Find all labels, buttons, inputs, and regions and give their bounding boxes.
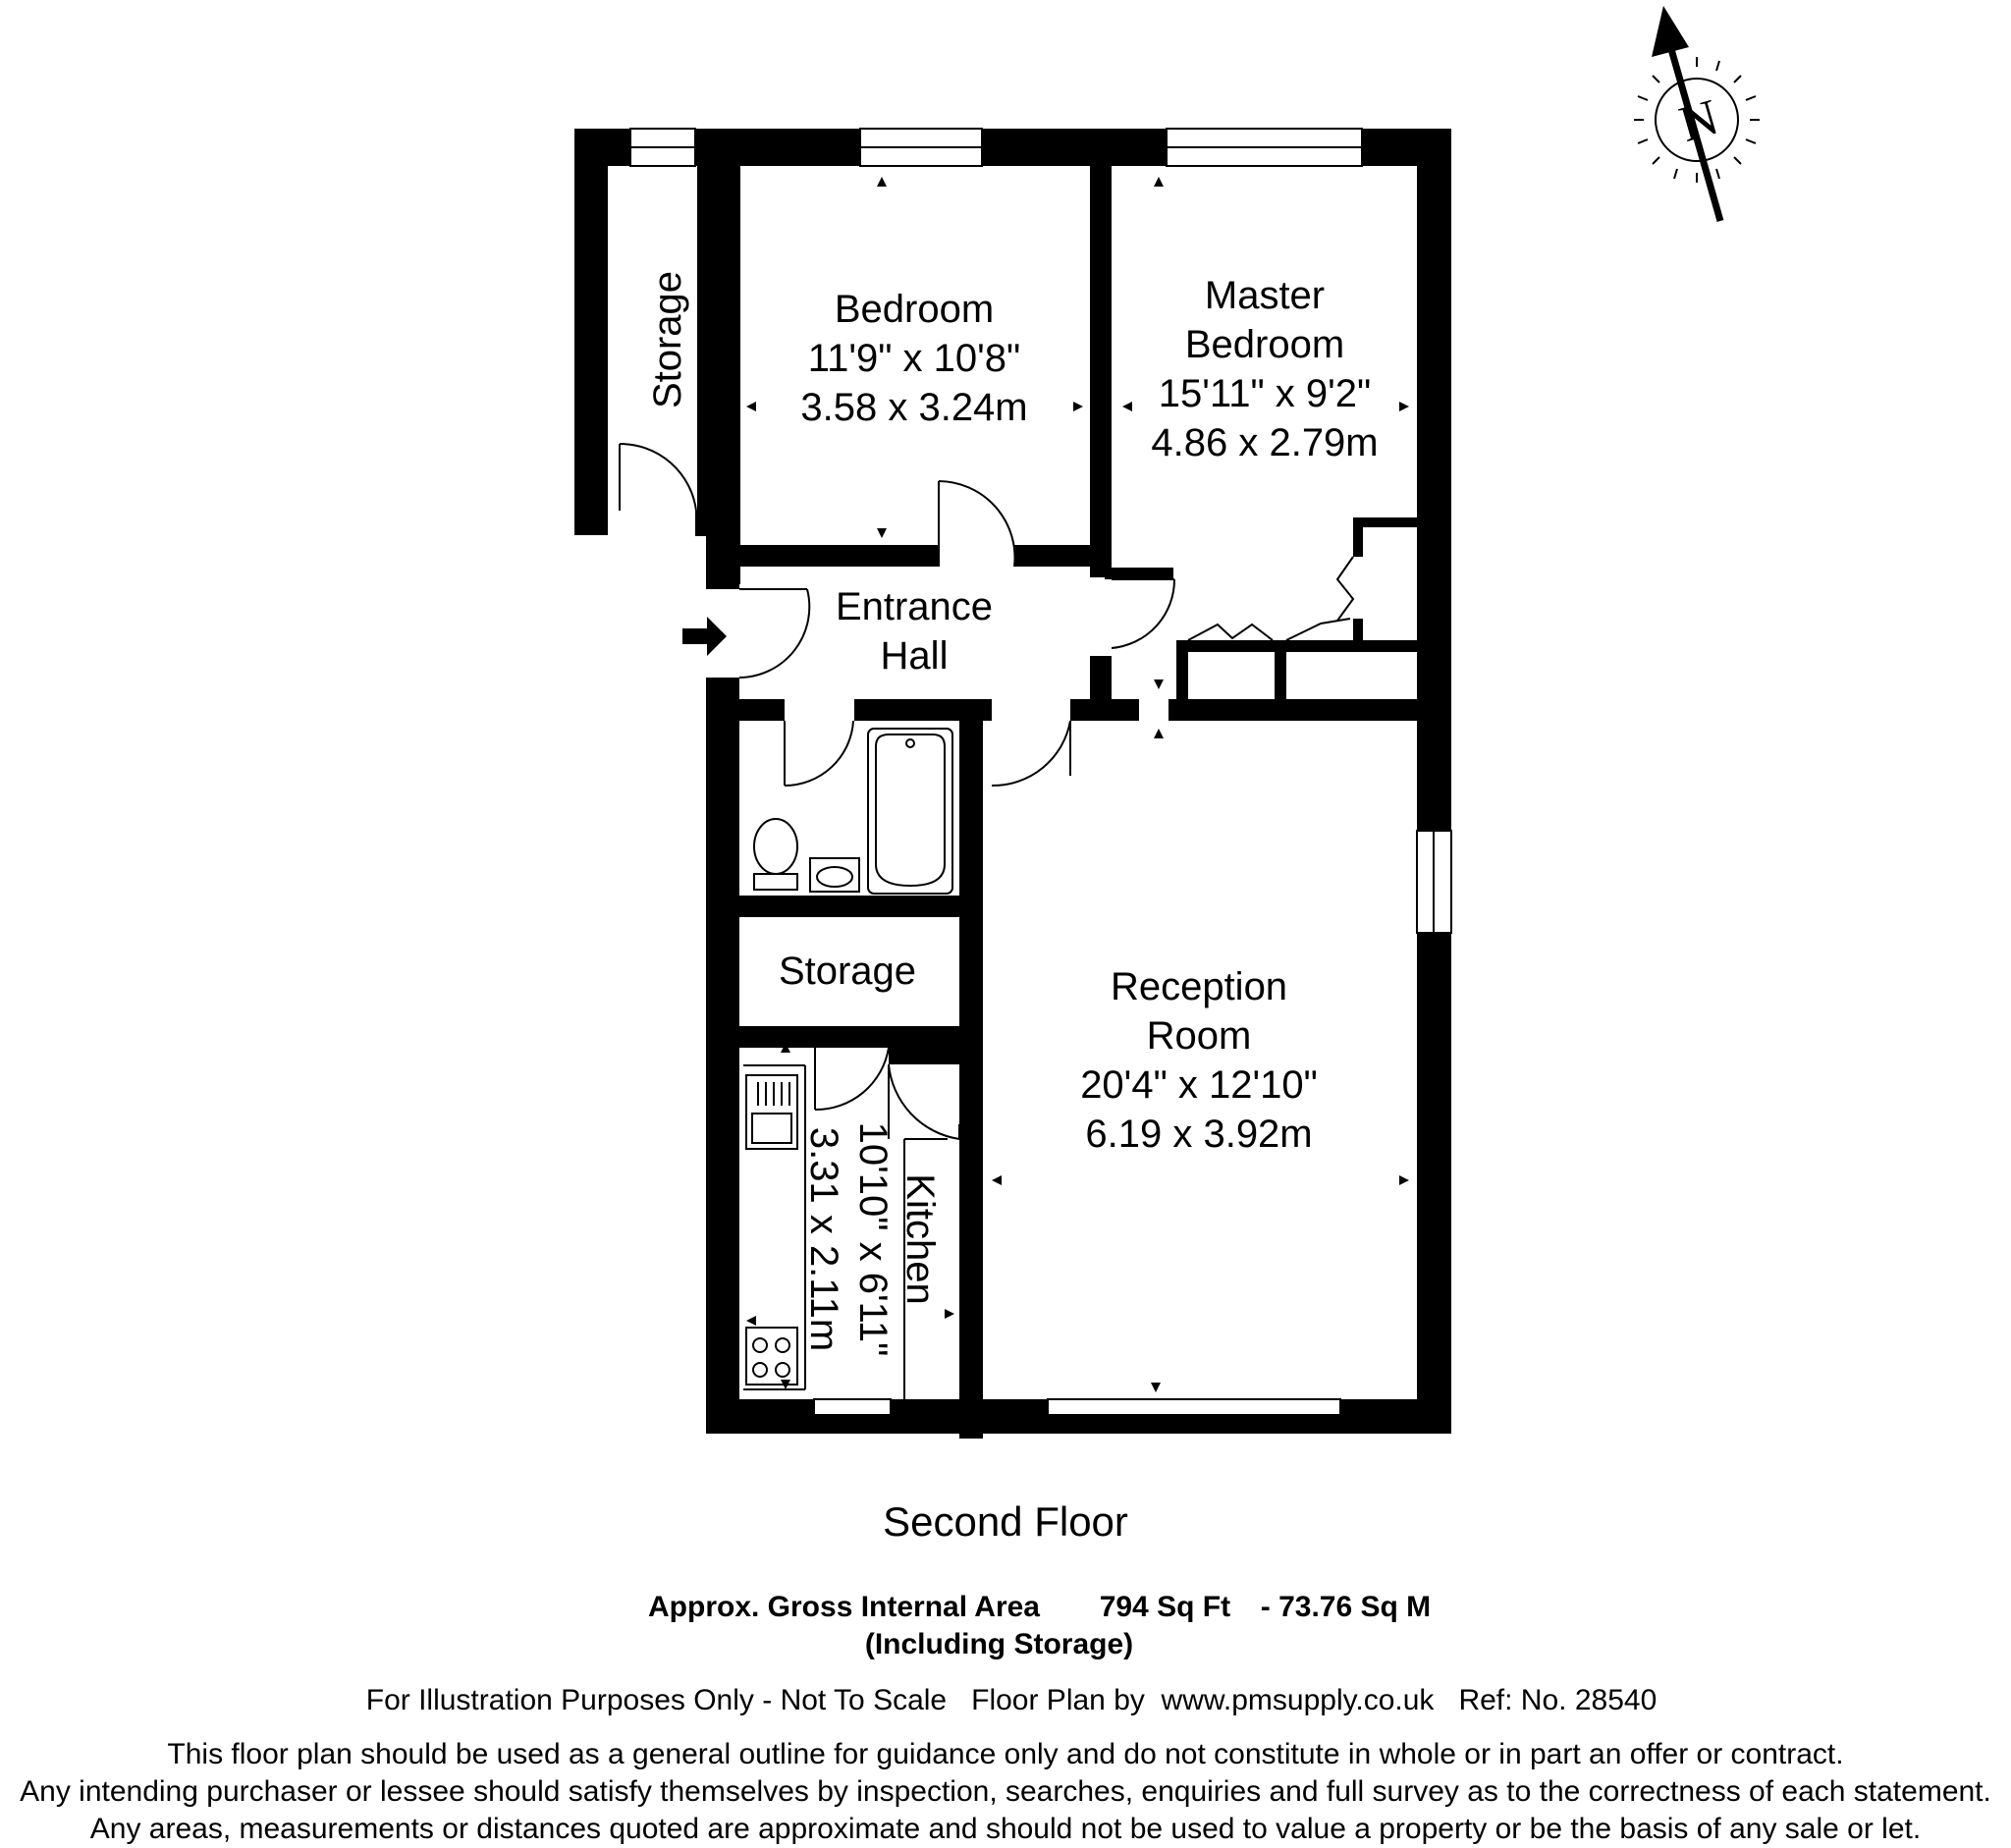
kitchen-imperial: 10'10" x 6'11"	[851, 1121, 895, 1357]
compass-letter: N	[1673, 88, 1725, 154]
door-storage-mid	[815, 1048, 889, 1110]
kitchen-name: Kitchen	[898, 1173, 942, 1305]
door-entrance	[739, 589, 809, 678]
wall-storage-stub	[695, 511, 719, 536]
wall-bed-divider	[1090, 129, 1112, 577]
door-master	[1112, 579, 1174, 648]
wall-bed-bottom-1	[707, 545, 938, 567]
entrance-hall-name-2: Hall	[880, 634, 949, 678]
area-line	[648, 1591, 1431, 1624]
plan-by: Floor Plan by www.pmsupply.co.uk	[971, 1684, 1435, 1716]
wall-wardrobe-side2	[1353, 619, 1363, 640]
floor-title: Second Floor	[883, 1498, 1128, 1545]
bedroom-imperial: 11'9" x 10'8"	[807, 337, 1021, 380]
hob-icon	[746, 1328, 797, 1385]
wall-top-3	[982, 129, 1167, 166]
master-bedroom-name-2: Bedroom	[1184, 323, 1345, 366]
plan-ref: Ref: No. 28540	[1458, 1684, 1658, 1716]
door-kitchen	[889, 1064, 959, 1139]
bathtub-icon	[868, 729, 952, 894]
wall-wardrobe-side	[1353, 517, 1363, 557]
wall-left-lower	[706, 678, 739, 1434]
wall-wardrobe-div2	[1275, 640, 1286, 699]
toilet-icon	[754, 819, 797, 890]
wall-kitchen-door-right	[889, 1043, 983, 1064]
reception-name-2: Room	[1146, 1014, 1252, 1058]
area-note: (Including Storage)	[864, 1628, 1134, 1660]
wall-wardrobe-div1	[1176, 640, 1188, 699]
compass	[1634, 6, 1760, 221]
wall-right-lower	[1417, 933, 1451, 1434]
disclaimer-line-3: Any areas, measurements or distances quoted are approximate and should not be used to value a property or be the basis of any sale or let.	[89, 1813, 1922, 1845]
wall-bath-bottom	[706, 896, 971, 917]
bedroom-metric: 3.58 x 3.24m	[800, 386, 1028, 429]
wall-master-bottom-left	[1105, 568, 1173, 579]
disclaimer-line-2: Any intending purchaser or lessee should satisfy themselves by inspection, searches, enquiries and full survey as to the correctness of each statement.	[20, 1775, 1991, 1808]
reception-name-1: Reception	[1110, 965, 1288, 1008]
wall-bed-bottom-2	[1014, 545, 1103, 567]
storage-mid-label: Storage	[778, 950, 917, 993]
north-arrow-icon	[1652, 6, 1689, 57]
reception-imperial: 20'4" x 12'10"	[1080, 1063, 1318, 1107]
wall-bath-top-1	[706, 699, 785, 721]
door-bath	[785, 721, 853, 786]
master-bedroom-name-1: Master	[1204, 274, 1326, 317]
master-bedroom-imperial: 15'11" x 9'2"	[1158, 372, 1372, 415]
door-wardrobe-1	[1188, 625, 1273, 640]
wall-left-hall-upper	[706, 535, 739, 589]
area-metric: - 73.76 Sq M	[1260, 1591, 1432, 1623]
door-wardrobe-2	[1286, 619, 1350, 640]
area-imperial: 794 Sq Ft	[1099, 1591, 1231, 1623]
area-label: Approx. Gross Internal Area	[648, 1591, 1040, 1623]
room-labels	[646, 271, 1379, 1356]
wall-bath-right	[959, 699, 983, 1043]
kitchen-metric: 3.31 x 2.11m	[802, 1126, 845, 1352]
sink-icon	[746, 1075, 797, 1149]
illustration-note: For Illustration Purposes Only - Not To Scale	[365, 1684, 948, 1716]
door-reception	[992, 721, 1070, 786]
wall-storage-mid-right	[959, 1026, 983, 1439]
reception-metric: 6.19 x 3.92m	[1085, 1113, 1313, 1156]
wall-wardrobe-bottom	[1178, 640, 1420, 652]
bedroom-name: Bedroom	[834, 288, 995, 331]
door-storage	[620, 444, 696, 511]
door-wardrobe-side	[1337, 557, 1353, 621]
entry-arrow-icon	[682, 617, 727, 656]
disclaimer-line-1: This floor plan should be used as a general outline for guidance only and do not constitute in whole or in part an offer or contract.	[167, 1738, 1844, 1770]
wall-storage-right	[697, 129, 740, 514]
master-bedroom-metric: 4.86 x 2.79m	[1151, 421, 1379, 464]
entrance-hall-name-1: Entrance	[835, 585, 994, 628]
wall-hall-right	[1090, 656, 1112, 715]
wall-reception-top-2	[1169, 699, 1451, 721]
wall-wardrobe-top	[1353, 517, 1420, 527]
basin-icon	[810, 858, 859, 892]
credits-line	[0, 1684, 2011, 1717]
door-bedroom	[939, 481, 1015, 567]
wall-right-upper	[1417, 129, 1451, 831]
wall-storage-left	[574, 129, 608, 535]
storage-top-label: Storage	[646, 270, 689, 409]
